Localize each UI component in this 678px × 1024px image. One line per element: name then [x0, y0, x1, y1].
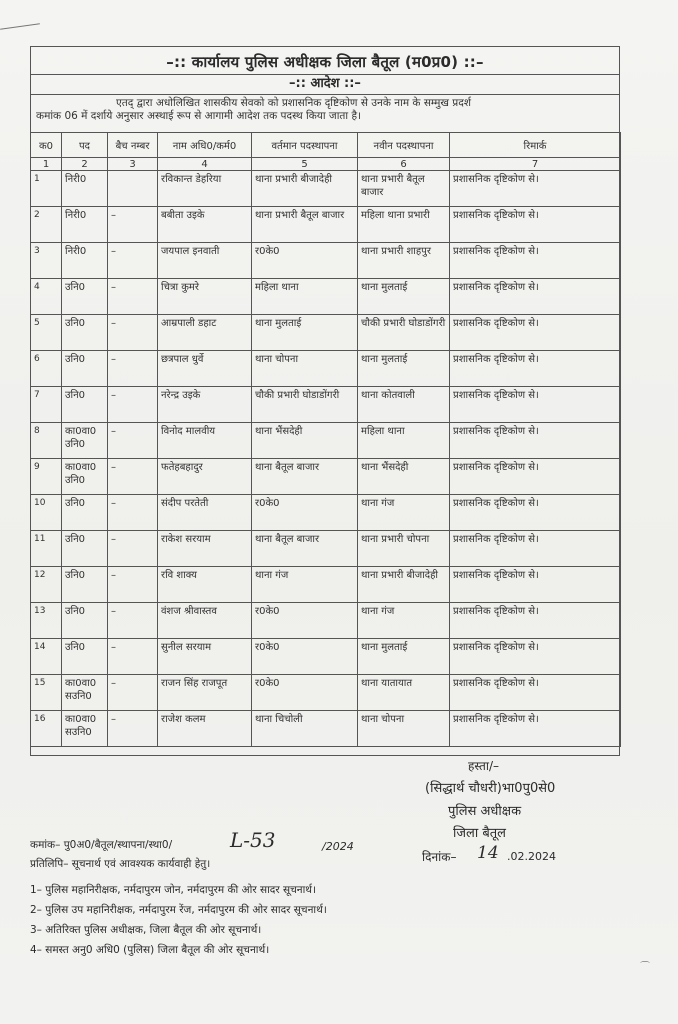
cell-new: थाना यातायात — [358, 675, 450, 711]
copy-item: 1– पुलिस महानिरीक्षक, नर्मदापुरम जोन, नर्मदापुरम की ओर सादर सूचनार्थ। — [30, 884, 316, 896]
table-row — [31, 171, 621, 207]
table-row — [31, 711, 621, 747]
cell-name: जयपाल इनवाती — [158, 243, 252, 279]
cell-name: नरेन्द्र उइके — [158, 387, 252, 423]
cell-sn: 16 — [31, 711, 62, 747]
cell-remark: प्रशासनिक दृष्टिकोण से। — [450, 171, 621, 207]
copy-item: 4– समस्त अनु0 अधि0 (पुलिस) जिला बैतूल की ओर सूचनार्थ। — [30, 944, 270, 956]
table-row — [31, 315, 621, 351]
cell-current: थाना गंज — [252, 567, 358, 603]
cell-rank: का0वा0 सउनि0 — [62, 711, 108, 747]
cell-remark: प्रशासनिक दृष्टिकोण से। — [450, 531, 621, 567]
cell-name: चित्रा कुमरे — [158, 279, 252, 315]
table-row — [31, 675, 621, 711]
cell-name: रविकान्त डेहरिया — [158, 171, 252, 207]
cell-current: र0के0 — [252, 495, 358, 531]
cell-batch: – — [108, 567, 158, 603]
col-number: 2 — [62, 158, 108, 171]
cell-remark: प्रशासनिक दृष्टिकोण से। — [450, 315, 621, 351]
cell-batch: – — [108, 423, 158, 459]
cell-current: थाना प्रभारी बैतूल बाजार — [252, 207, 358, 243]
reference-year: /2024 — [322, 840, 354, 853]
table-row — [31, 279, 621, 315]
cell-batch: – — [108, 495, 158, 531]
col-number: 7 — [450, 158, 621, 171]
reference-prefix: कमांक– पु0अ0/बैतूल/स्थापना/स्था0/ — [30, 839, 173, 851]
cell-new: थाना मुलताई — [358, 639, 450, 675]
cell-remark: प्रशासनिक दृष्टिकोण से। — [450, 351, 621, 387]
cell-current: थाना भैंसदेही — [252, 423, 358, 459]
cell-sn: 5 — [31, 315, 62, 351]
cell-sn: 6 — [31, 351, 62, 387]
date-day: 14 — [477, 843, 499, 863]
cell-batch: – — [108, 279, 158, 315]
table-row — [31, 603, 621, 639]
cell-new: थाना प्रभारी बीजादेही — [358, 567, 450, 603]
order-preamble — [30, 94, 620, 132]
cell-name: राकेश सरयाम — [158, 531, 252, 567]
cell-rank: का0वा0 उनि0 — [62, 423, 108, 459]
copy-item: 2– पुलिस उप महानिरीक्षक, नर्मदापुरम रेंज, नर्मदापुरम की ओर सादर सूचनार्थ। — [30, 904, 327, 916]
cell-rank: उनि0 — [62, 279, 108, 315]
cell-rank: उनि0 — [62, 639, 108, 675]
cell-remark: प्रशासनिक दृष्टिकोण से। — [450, 603, 621, 639]
cell-remark: प्रशासनिक दृष्टिकोण से। — [450, 675, 621, 711]
date-month-year: .02.2024 — [507, 850, 556, 863]
cell-current: थाना चिचोली — [252, 711, 358, 747]
cell-batch — [108, 171, 158, 207]
cell-sn: 3 — [31, 243, 62, 279]
cell-batch: – — [108, 243, 158, 279]
cell-rank: उनि0 — [62, 567, 108, 603]
cell-sn: 1 — [31, 171, 62, 207]
cell-remark: प्रशासनिक दृष्टिकोण से। — [450, 387, 621, 423]
signatory-district: जिला बैतूल — [453, 826, 506, 841]
preamble-line-2: कमांक 06 में दर्शाये अनुसार अस्थाई रूप से आगामी आदेश तक पदस्थ किया जाता है। — [36, 110, 362, 122]
office-title: –:: कार्यालय पुलिस अधीक्षक जिला बैतूल (म0प्र0) ::– — [30, 50, 620, 75]
cell-batch: – — [108, 603, 158, 639]
cell-name: बबीता उइके — [158, 207, 252, 243]
cell-rank: उनि0 — [62, 387, 108, 423]
cell-batch: – — [108, 675, 158, 711]
cell-batch: – — [108, 315, 158, 351]
cell-name: सुनील सरयाम — [158, 639, 252, 675]
cell-rank: का0वा0 उनि0 — [62, 459, 108, 495]
header-current-posting: वर्तमान पदस्थापना — [252, 133, 358, 158]
cell-name: रवि शाक्य — [158, 567, 252, 603]
col-number: 3 — [108, 158, 158, 171]
cell-new: थाना प्रभारी शाहपुर — [358, 243, 450, 279]
table-row — [31, 207, 621, 243]
cell-rank: निरी0 — [62, 171, 108, 207]
cell-rank: का0वा0 सउनि0 — [62, 675, 108, 711]
cell-remark: प्रशासनिक दृष्टिकोण से। — [450, 495, 621, 531]
table-header-row — [31, 133, 621, 158]
cell-new: थाना मुलताई — [358, 351, 450, 387]
cell-sn: 13 — [31, 603, 62, 639]
header-remark: रिमार्क — [450, 133, 621, 158]
cell-current: थाना मुलताई — [252, 315, 358, 351]
cell-name: राजेश कलम — [158, 711, 252, 747]
cell-new: चौकी प्रभारी घोडाडोंगरी — [358, 315, 450, 351]
cell-rank: निरी0 — [62, 207, 108, 243]
cell-new: थाना मुलताई — [358, 279, 450, 315]
cell-new: थाना भैंसदेही — [358, 459, 450, 495]
preamble-line-1: एतद् द्वारा अधोलिखित शासकीय सेवको को प्रशासनिक दृष्टिकोण से उनके नाम के सम्मुख प्रदर्श — [116, 97, 471, 109]
cell-rank: उनि0 — [62, 495, 108, 531]
cell-rank: उनि0 — [62, 603, 108, 639]
cell-new: महिला थाना — [358, 423, 450, 459]
cell-name: फतेहबहादुर — [158, 459, 252, 495]
cell-sn: 2 — [31, 207, 62, 243]
cell-new: थाना चोपना — [358, 711, 450, 747]
cell-new: थाना गंज — [358, 603, 450, 639]
table-body — [31, 171, 621, 747]
cell-new: थाना कोतवाली — [358, 387, 450, 423]
cell-sn: 9 — [31, 459, 62, 495]
cell-new: महिला थाना प्रभारी — [358, 207, 450, 243]
cell-remark: प्रशासनिक दृष्टिकोण से। — [450, 711, 621, 747]
margin-mark: ⌒ — [640, 962, 650, 973]
table-row — [31, 459, 621, 495]
table-row — [31, 423, 621, 459]
signatory-designation: पुलिस अधीक्षक — [448, 804, 522, 819]
cell-sn: 12 — [31, 567, 62, 603]
reference-number: L-53 — [230, 828, 276, 852]
cell-sn: 11 — [31, 531, 62, 567]
cell-new: थाना गंज — [358, 495, 450, 531]
cell-batch: – — [108, 639, 158, 675]
cell-name: छत्रपाल धुर्वे — [158, 351, 252, 387]
column-number-row — [31, 158, 621, 171]
col-number: 1 — [31, 158, 62, 171]
copy-list — [30, 880, 327, 960]
cell-sn: 10 — [31, 495, 62, 531]
cell-current: थाना बैतूल बाजार — [252, 459, 358, 495]
table-row — [31, 495, 621, 531]
cell-remark: प्रशासनिक दृष्टिकोण से। — [450, 567, 621, 603]
cell-rank: उनि0 — [62, 531, 108, 567]
cell-name: विनोद मालवीय — [158, 423, 252, 459]
cell-current: थाना बैतूल बाजार — [252, 531, 358, 567]
cell-batch: – — [108, 351, 158, 387]
order-heading: –:: आदेश ::– — [289, 76, 361, 91]
cell-sn: 4 — [31, 279, 62, 315]
cell-rank: उनि0 — [62, 315, 108, 351]
cell-current: र0के0 — [252, 639, 358, 675]
cell-rank: निरी0 — [62, 243, 108, 279]
cell-remark: प्रशासनिक दृष्टिकोण से। — [450, 207, 621, 243]
cell-current: चौकी प्रभारी घोडाडोंगरी — [252, 387, 358, 423]
header-rank: पद — [62, 133, 108, 158]
cell-remark: प्रशासनिक दृष्टिकोण से। — [450, 459, 621, 495]
cell-remark: प्रशासनिक दृष्टिकोण से। — [450, 243, 621, 279]
cell-current: र0के0 — [252, 603, 358, 639]
table-row — [31, 387, 621, 423]
cell-sn: 15 — [31, 675, 62, 711]
cell-current: र0के0 — [252, 243, 358, 279]
cell-sn: 14 — [31, 639, 62, 675]
cell-rank: उनि0 — [62, 351, 108, 387]
cell-name: संदीप परतेती — [158, 495, 252, 531]
cell-current: र0के0 — [252, 675, 358, 711]
cell-current: महिला थाना — [252, 279, 358, 315]
header-sn: क0 — [31, 133, 62, 158]
col-number: 5 — [252, 158, 358, 171]
cell-new: थाना प्रभारी बैतूल बाजार — [358, 171, 450, 207]
cell-batch: – — [108, 207, 158, 243]
table-row — [31, 243, 621, 279]
pen-stroke — [0, 23, 40, 30]
cell-new: थाना प्रभारी चोपना — [358, 531, 450, 567]
cell-batch: – — [108, 531, 158, 567]
cell-remark: प्रशासनिक दृष्टिकोण से। — [450, 423, 621, 459]
cell-sn: 8 — [31, 423, 62, 459]
copy-item: 3– अतिरिक्त पुलिस अधीक्षक, जिला बैतूल की ओर सूचनार्थ। — [30, 924, 262, 936]
table-row — [31, 531, 621, 567]
signature-hasta: हस्ता/– — [468, 759, 500, 773]
cell-name: वंशज श्रीवास्तव — [158, 603, 252, 639]
col-number: 6 — [358, 158, 450, 171]
cell-remark: प्रशासनिक दृष्टिकोण से। — [450, 639, 621, 675]
cell-current: थाना प्रभारी बीजादेही — [252, 171, 358, 207]
table-row — [31, 351, 621, 387]
cell-remark: प्रशासनिक दृष्टिकोण से। — [450, 279, 621, 315]
header-batch: बैच नम्बर — [108, 133, 158, 158]
cell-current: थाना चोपना — [252, 351, 358, 387]
cell-batch: – — [108, 387, 158, 423]
cell-batch: – — [108, 459, 158, 495]
transfer-table — [30, 132, 621, 747]
date-label: दिनांक– — [422, 850, 457, 864]
table-row — [31, 639, 621, 675]
header-new-posting: नवीन पदस्थापना — [358, 133, 450, 158]
cell-sn: 7 — [31, 387, 62, 423]
signatory-name: (सिद्धार्थ चौधरी)भा0पु0से0 — [425, 781, 556, 796]
copy-intro: प्रतिलिपि– सूचनार्थ एवं आवश्यक कार्यवाही हेतु। — [30, 858, 211, 870]
cell-name: राजन सिंह राजपूत — [158, 675, 252, 711]
col-number: 4 — [158, 158, 252, 171]
cell-name: आम्रपाली डहाट — [158, 315, 252, 351]
table-row — [31, 567, 621, 603]
header-name: नाम अधि0/कर्म0 — [158, 133, 252, 158]
cell-batch: – — [108, 711, 158, 747]
